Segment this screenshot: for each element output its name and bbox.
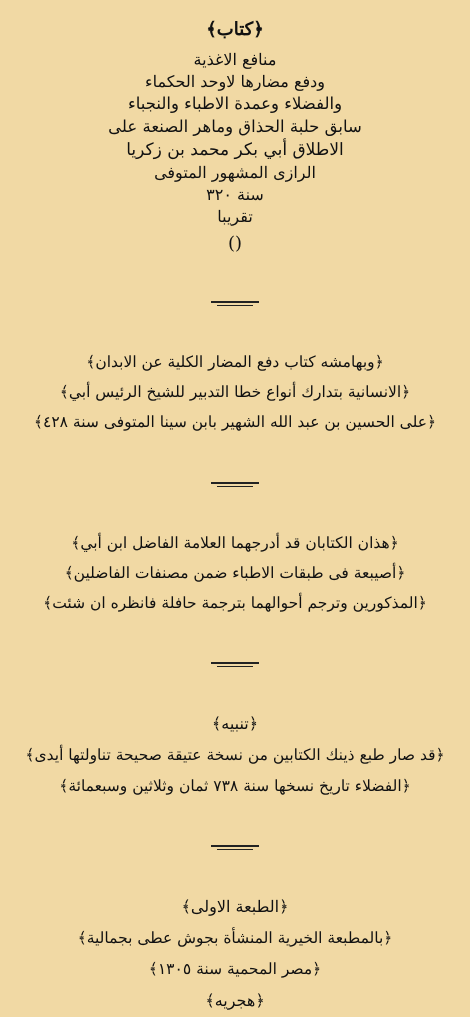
about-block	[10, 528, 460, 619]
section-divider-2	[211, 482, 259, 484]
title-block	[10, 18, 460, 257]
margin-line-2: ﴿الانسانية بتدارك أنواع خطا التدبير للشيخ الرئيس أبي﴾	[59, 383, 411, 402]
about-line-1: ﴿هذان الكتابان قد أدرجهما العلامة الفاضل ابن أبي﴾	[71, 533, 399, 552]
title-line-3: والفضلاء وعمدة الاطباء والنجباء	[127, 93, 343, 113]
title-line-6: الرازى المشهور المتوفى	[154, 162, 316, 182]
about-line-3: ﴿المذكورين وترجم أحوالهما بترجمة حافلة فانظره ان شئت﴾	[43, 594, 427, 613]
margin-block	[10, 347, 460, 438]
press-line: ﴿بالمطبعة الخيرية المنشأة بجوش عطى بجمالية﴾	[77, 928, 393, 947]
death-year: سنة ٣٢٠	[206, 185, 264, 205]
note-block	[10, 708, 460, 800]
section-divider-1	[211, 301, 259, 303]
title-line-1: منافع الاغذية	[193, 49, 277, 69]
title-line-4: سابق حلبة الحذاق وماهر الصنعة على	[108, 116, 362, 136]
city-year-line: ﴿مصر المحمية سنة ١٣٠٥﴾	[148, 959, 322, 978]
note-line-2: ﴿الفضلاء تاريخ نسخها سنة ٧٣٨ ثمان وثلاثين وسبعمائة﴾	[59, 776, 411, 795]
section-divider-4	[211, 845, 259, 847]
approximately: تقريبا	[217, 207, 253, 227]
margin-line-1: ﴿وبهامشه كتاب دفع المضار الكلية عن الابدان﴾	[86, 353, 384, 372]
note-line-1: ﴿قد صار طبع ذينك الكتابين من نسخة عتيقة صحيحة تناولتها أيدى﴾	[25, 746, 445, 765]
title-line-5: الاطلاق أبي بكر محمد بن زكريا	[126, 139, 344, 160]
book-word: ﴿كتاب﴾	[206, 19, 264, 40]
margin-line-3: ﴿على الحسين بن عبد الله الشهير بابن سينا المتوفى سنة ٤٢٨﴾	[33, 413, 437, 432]
section-divider-3	[211, 662, 259, 664]
hijri-line: ﴿هجريه﴾	[205, 990, 265, 1010]
edition-line: ﴿الطبعة الاولى﴾	[181, 896, 289, 916]
empty-parentheses: ()	[227, 233, 243, 255]
note-heading: ﴿تنبيه﴾	[211, 714, 259, 734]
about-line-2: ﴿أصيبعة فى طبقات الاطباء ضمن مصنفات الفاضلين﴾	[64, 563, 406, 582]
title-line-2: ودفع مضارها لاوحد الحكماء	[145, 71, 325, 91]
